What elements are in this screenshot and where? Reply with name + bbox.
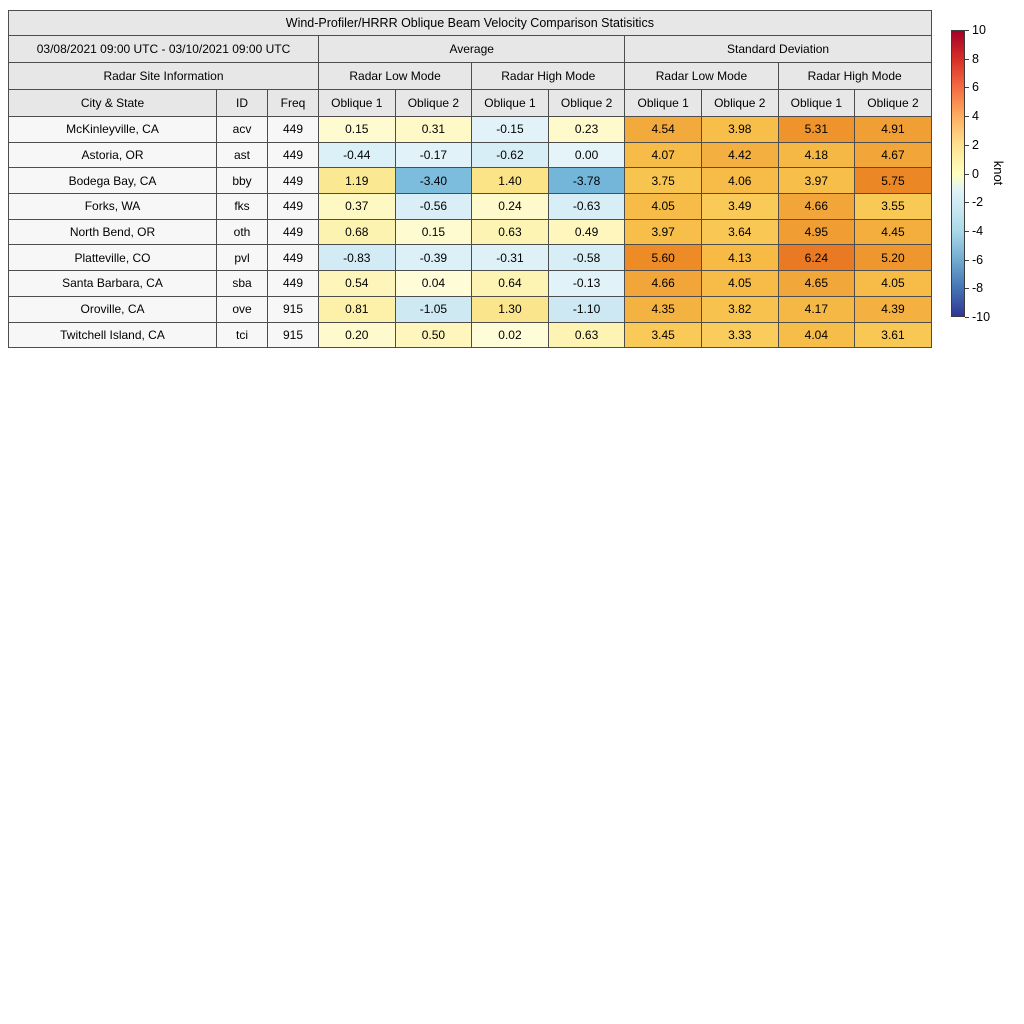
colorbar-tick-label: -4 [972,223,984,238]
freq-cell: 449 [268,142,319,168]
value-cell: 3.55 [855,194,932,220]
value-cell: 3.49 [701,194,778,220]
freq-cell: 449 [268,117,319,143]
table-title: Wind-Profiler/HRRR Oblique Beam Velocity Comparison Statisitics [9,11,932,36]
value-cell: 4.91 [855,117,932,143]
freq-cell: 449 [268,271,319,297]
id-cell: tci [217,322,268,348]
stats-table [8,10,932,348]
table-row [9,168,932,194]
mode-header-avg-high: Radar High Mode [472,63,625,90]
table-body [9,117,932,348]
colorbar-tick-label: -10 [972,309,991,324]
value-cell: 5.20 [855,245,932,271]
table-row [9,117,932,143]
colorbar-tick-mark [965,30,969,31]
value-cell: -0.31 [472,245,549,271]
freq-cell: 449 [268,194,319,220]
table-row [9,296,932,322]
value-cell: 0.49 [548,219,625,245]
city-cell: Forks, WA [9,194,217,220]
value-cell: 3.75 [625,168,702,194]
colorbar [951,22,1023,324]
value-cell: 1.40 [472,168,549,194]
value-cell: 4.66 [778,194,855,220]
mode-header-row [9,63,932,90]
value-cell: 3.97 [625,219,702,245]
colorbar-tick-label: 4 [972,108,979,123]
value-cell: 4.17 [778,296,855,322]
value-cell: 3.61 [855,322,932,348]
value-cell: 3.82 [701,296,778,322]
value-cell: -1.10 [548,296,625,322]
group-header-stddev: Standard Deviation [625,36,931,63]
value-cell: 3.97 [778,168,855,194]
value-cell: 6.24 [778,245,855,271]
colorbar-tick-label: 0 [972,166,979,181]
value-cell: 5.31 [778,117,855,143]
id-cell: acv [217,117,268,143]
site-info-header: Radar Site Information [9,63,319,90]
colorbar-tick-mark [965,59,969,60]
value-cell: -3.78 [548,168,625,194]
city-cell: Bodega Bay, CA [9,168,217,194]
value-cell: 0.54 [319,271,396,297]
value-cell: -0.13 [548,271,625,297]
value-cell: 5.75 [855,168,932,194]
col-header-oblique2: Oblique 2 [701,90,778,117]
colorbar-tick-label: 2 [972,137,979,152]
value-cell: 0.37 [319,194,396,220]
table-header [9,11,932,117]
value-cell: 4.45 [855,219,932,245]
value-cell: 4.95 [778,219,855,245]
value-cell: 0.68 [319,219,396,245]
col-header-oblique2: Oblique 2 [855,90,932,117]
value-cell: 0.04 [395,271,472,297]
value-cell: 0.15 [395,219,472,245]
colorbar-tick-label: 6 [972,80,979,95]
value-cell: 4.05 [855,271,932,297]
col-header-city: City & State [9,90,217,117]
value-cell: 0.63 [548,322,625,348]
col-header-oblique1: Oblique 1 [319,90,396,117]
id-cell: pvl [217,245,268,271]
table-row [9,219,932,245]
value-cell: 4.04 [778,322,855,348]
value-cell: 0.02 [472,322,549,348]
id-cell: ast [217,142,268,168]
colorbar-tick-mark [965,317,969,318]
value-cell: 4.66 [625,271,702,297]
column-header-row [9,90,932,117]
value-cell: -0.58 [548,245,625,271]
value-cell: 4.05 [625,194,702,220]
value-cell: 0.81 [319,296,396,322]
table-row [9,322,932,348]
id-cell: bby [217,168,268,194]
group-header-row [9,36,932,63]
colorbar-gradient [951,30,965,317]
value-cell: 3.98 [701,117,778,143]
city-cell: Oroville, CA [9,296,217,322]
col-header-freq: Freq [268,90,319,117]
value-cell: 4.54 [625,117,702,143]
city-cell: Santa Barbara, CA [9,271,217,297]
value-cell: -1.05 [395,296,472,322]
value-cell: 0.24 [472,194,549,220]
value-cell: 0.23 [548,117,625,143]
value-cell: -0.44 [319,142,396,168]
value-cell: 0.63 [472,219,549,245]
colorbar-unit-label: knot [991,160,1006,186]
id-cell: ove [217,296,268,322]
col-header-id: ID [217,90,268,117]
city-cell: North Bend, OR [9,219,217,245]
colorbar-tick-mark [965,145,969,146]
value-cell: 4.18 [778,142,855,168]
value-cell: 0.50 [395,322,472,348]
value-cell: 0.15 [319,117,396,143]
value-cell: -3.40 [395,168,472,194]
table-row [9,245,932,271]
col-header-oblique1: Oblique 1 [625,90,702,117]
colorbar-tick-mark [965,174,969,175]
colorbar-tick-label: -8 [972,281,984,296]
group-header-average: Average [319,36,625,63]
value-cell: 4.35 [625,296,702,322]
value-cell: 4.07 [625,142,702,168]
mode-header-avg-low: Radar Low Mode [319,63,472,90]
value-cell: 3.64 [701,219,778,245]
colorbar-tick-mark [965,87,969,88]
city-cell: Platteville, CO [9,245,217,271]
freq-cell: 449 [268,168,319,194]
col-header-oblique1: Oblique 1 [472,90,549,117]
value-cell: 4.65 [778,271,855,297]
freq-cell: 915 [268,296,319,322]
value-cell: -0.15 [472,117,549,143]
value-cell: 0.20 [319,322,396,348]
value-cell: 4.67 [855,142,932,168]
colorbar-tick-mark [965,288,969,289]
colorbar-tick-label: 10 [972,22,986,37]
mode-header-std-high: Radar High Mode [778,63,931,90]
value-cell: 4.39 [855,296,932,322]
value-cell: -0.62 [472,142,549,168]
value-cell: 4.06 [701,168,778,194]
value-cell: 0.64 [472,271,549,297]
value-cell: -0.39 [395,245,472,271]
city-cell: McKinleyville, CA [9,117,217,143]
freq-cell: 449 [268,245,319,271]
value-cell: -0.63 [548,194,625,220]
col-header-oblique2: Oblique 2 [548,90,625,117]
id-cell: oth [217,219,268,245]
freq-cell: 449 [268,219,319,245]
value-cell: 1.30 [472,296,549,322]
colorbar-tick-mark [965,116,969,117]
value-cell: 4.42 [701,142,778,168]
col-header-oblique2: Oblique 2 [395,90,472,117]
value-cell: 4.13 [701,245,778,271]
freq-cell: 915 [268,322,319,348]
value-cell: 4.05 [701,271,778,297]
col-header-oblique1: Oblique 1 [778,90,855,117]
value-cell: -0.17 [395,142,472,168]
id-cell: fks [217,194,268,220]
value-cell: 0.00 [548,142,625,168]
table-row [9,271,932,297]
date-range: 03/08/2021 09:00 UTC - 03/10/2021 09:00 UTC [9,36,319,63]
value-cell: -0.83 [319,245,396,271]
colorbar-tick-label: -6 [972,252,984,267]
value-cell: 0.31 [395,117,472,143]
value-cell: 1.19 [319,168,396,194]
mode-header-std-low: Radar Low Mode [625,63,778,90]
colorbar-tick-mark [965,231,969,232]
table-row [9,142,932,168]
title-row [9,11,932,36]
city-cell: Twitchell Island, CA [9,322,217,348]
colorbar-tick-label: 8 [972,51,979,66]
colorbar-tick-label: -2 [972,194,984,209]
colorbar-tick-mark [965,202,969,203]
value-cell: 3.33 [701,322,778,348]
table-row [9,194,932,220]
value-cell: -0.56 [395,194,472,220]
value-cell: 3.45 [625,322,702,348]
id-cell: sba [217,271,268,297]
value-cell: 5.60 [625,245,702,271]
city-cell: Astoria, OR [9,142,217,168]
colorbar-tick-mark [965,260,969,261]
